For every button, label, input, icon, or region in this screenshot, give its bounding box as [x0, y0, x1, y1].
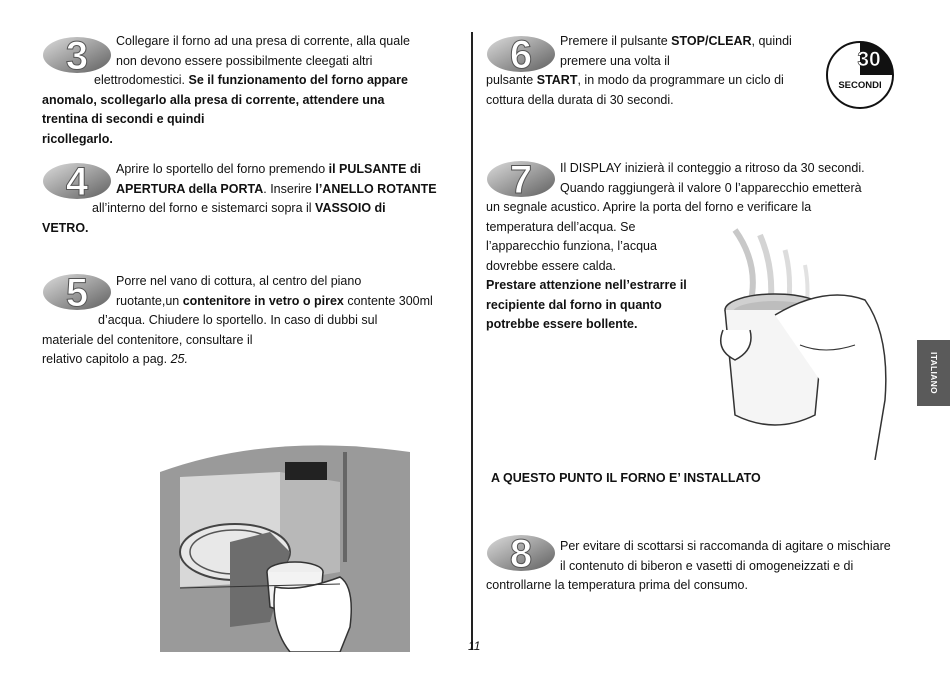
step-4-number: 4	[65, 162, 89, 200]
step-3-number: 3	[65, 36, 89, 74]
step-3-text: Collegare il forno ad una presa di corrente, alla quale non devono essere possibilmente cleegati altri elettrodomestici. Se il funzionamento del forno appare anomalo, scollegarlo alla presa di corrente, attendere una trentina di secondi e quindi ricollegarlo.	[42, 34, 410, 146]
step-5-number: 5	[65, 273, 89, 311]
timer-value: 30	[857, 48, 881, 71]
timer-label: SECONDI	[838, 80, 882, 91]
timer-30-seconds-icon	[825, 40, 895, 110]
column-divider	[471, 32, 473, 650]
step-8-number: 8	[509, 534, 533, 572]
step-6-text: Premere il pulsante STOP/CLEAR, quindi premere una volta il pulsante START, in modo da programmare un ciclo di cottura della durata di 30 secondi.	[486, 34, 792, 107]
step-5-text: Porre nel vano di cottura, al centro del piano ruotante,un contenitore in vetro o pirex contente 300ml d’acqua. Chiudere lo sportello. In caso di dubbi sul materiale del contenitore, consultare il relativo capitolo a pag. 25.	[42, 274, 433, 366]
step-4-text: Aprire lo sportello del forno premendo il PULSANTE di APERTURA della PORTA. Inserire l’ANELLO ROTANTE all’interno del forno e sistemarci sopra il VASSOIO di VETRO.	[42, 162, 437, 235]
step-8-text: Per evitare di scottarsi si raccomanda di agitare o mischiare il contenuto di biberon e vasetti di omogeneizzati e di controllarne la temperatura prima del consumo.	[486, 539, 891, 592]
microwave-illustration	[140, 412, 425, 652]
step-7-number: 7	[509, 160, 533, 198]
page-number: 11	[468, 639, 481, 653]
installed-heading: A QUESTO PUNTO IL FORNO E’ INSTALLATO	[491, 471, 761, 485]
step-7-text: Il DISPLAY inizierà il conteggio a ritroso da 30 secondi. Quando raggiungerà il valore 0 l’apparecchio emetterà un segnale acustico. Aprire la porta del forno e verificare la temperatura dell’acqua. Se l’apparecchio funziona, l’acqua dovrebbe essere calda. Prestare attenzione nell’estrarre il recipiente dal forno in quanto potrebbe essere bollente.	[486, 161, 865, 331]
hot-cup-illustration	[715, 225, 895, 460]
language-tab: ITALIANO	[917, 340, 950, 406]
step-6-number: 6	[509, 35, 533, 73]
